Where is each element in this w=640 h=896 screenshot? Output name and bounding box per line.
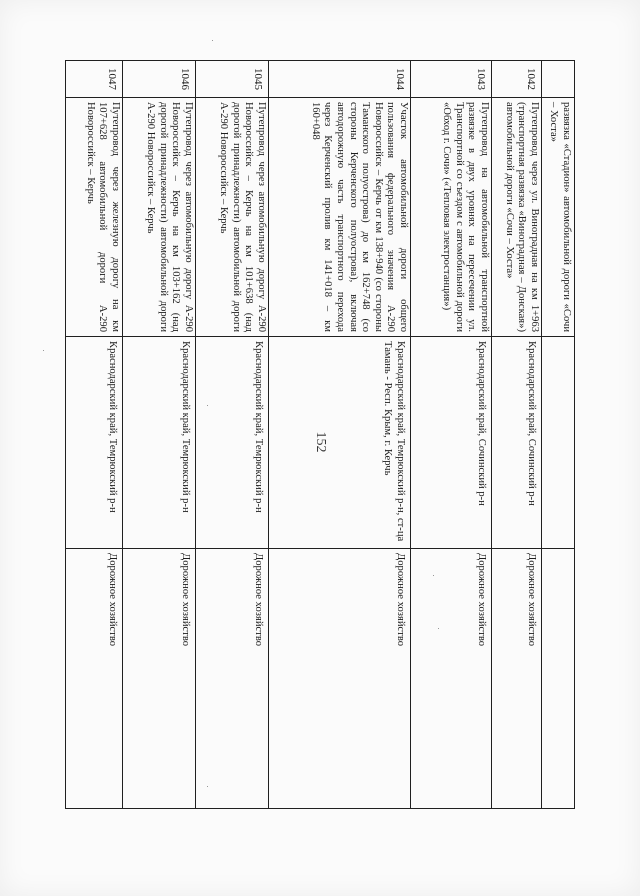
owner-cell	[542, 549, 575, 809]
row-number-cell: 1047	[66, 61, 123, 98]
table-row	[196, 61, 269, 809]
table-row-continuation	[542, 61, 575, 809]
object-description-cell: Путепровод через ул. Виноградная на км 1+963 (транспортная развязка «Виноградная – Донская») автомобильной дороги «Сочи – Хоста»	[492, 98, 542, 337]
table-row	[123, 61, 196, 809]
row-number-cell: 1046	[123, 61, 196, 98]
registry-table-rotated	[66, 60, 575, 808]
owner-cell: Дорожное хозяйство	[269, 549, 411, 809]
owner-cell: Дорожное хозяйство	[492, 549, 542, 809]
owner-cell: Дорожное хозяйство	[196, 549, 269, 809]
object-description-cell: Участок автомобильной дороги общего пользования федерального значения А-290 Новороссийск – Керчь от км 138+940 (со стороны Таманского полуострова) до км 162+748 (со стороны Керченского полуострова), включая автодорожную часть транспортного перехода через Керченский пролив км 141+018 – км 160+048	[269, 98, 411, 337]
table-row	[269, 61, 411, 809]
scan-speck	[212, 40, 213, 41]
page-number: 152	[313, 431, 328, 453]
owner-cell: Дорожное хозяйство	[66, 549, 123, 809]
object-description-cell: Путепровод через автомобильную дорогу А-290 Новороссийск – Керчь на км 103+162 (над дорогой принадлежности) автомобильной дороги А-290 Новороссийск – Керчь	[123, 98, 196, 337]
table-row	[411, 61, 492, 809]
object-description-cell: Путепровод через железную дорогу на км 107+628 автомобильной дороги А-290 Новороссийск – Керчь	[66, 98, 123, 337]
location-cell: Краснодарский край, Сочинский р-н	[492, 337, 542, 549]
table-row	[66, 61, 123, 809]
owner-cell: Дорожное хозяйство	[123, 549, 196, 809]
row-number-cell: 1042	[492, 61, 542, 98]
location-cell: Краснодарский край, Сочинский р-н	[411, 337, 492, 549]
location-cell: Краснодарский край, Темрюкский р-н	[123, 337, 196, 549]
table-row	[492, 61, 542, 809]
object-description-cell: развязка «Стадион» автомобильной дороги «Сочи – Хоста»	[542, 98, 575, 337]
row-number-cell: 1045	[196, 61, 269, 98]
object-description-cell: Путепровод на автомобильной транспортной развязке в двух уровнях на пересечении ул. Транспортной со съездом с автомобильной дороги «Обход г. Сочи» («Тепловая электростанция»)	[411, 98, 492, 337]
location-cell	[542, 337, 575, 549]
owner-cell: Дорожное хозяйство	[411, 549, 492, 809]
location-cell: Краснодарский край, Темрюкский р-н	[66, 337, 123, 549]
row-number-cell	[542, 61, 575, 98]
row-number-cell: 1043	[411, 61, 492, 98]
object-description-cell: Путепровод через автомобильную дорогу А-290 Новороссийск – Керчь на км 101+638 (над дорогой принадлежности) автомобильной дороги А-290 Новороссийск – Керчь	[196, 98, 269, 337]
row-number-cell: 1044	[269, 61, 411, 98]
location-cell: Краснодарский край, Темрюкский р-н	[196, 337, 269, 549]
scan-speck	[43, 350, 44, 351]
registry-table	[65, 60, 575, 809]
location-cell: Краснодарский край, Темрюкский р-н, ст-ца Тамань - Респ. Крым, г. Керчь	[269, 337, 411, 549]
